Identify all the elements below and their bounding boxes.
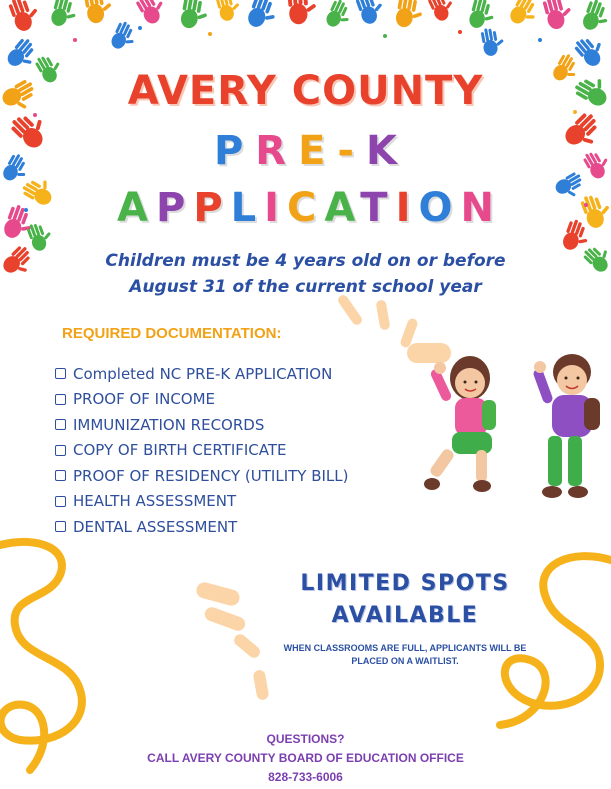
eligibility-line-2: August 31 of the current school year <box>129 277 482 297</box>
documentation-checklist <box>55 361 349 540</box>
title-letter: P <box>156 185 194 231</box>
handprint-icon <box>109 20 140 54</box>
checklist-item <box>55 463 349 489</box>
handprint-icon <box>572 30 610 69</box>
checklist-item-label: PROOF OF RESIDENCY (UTILITY BILL) <box>73 466 349 485</box>
sunburst-decoration <box>195 581 270 701</box>
checklist-item <box>55 514 349 540</box>
handprint-icon <box>324 0 355 32</box>
office-label: CALL AVERY COUNTY BOARD OF EDUCATION OFFICE <box>147 751 464 765</box>
checkbox-icon <box>55 521 66 532</box>
handprint-icon <box>287 0 318 25</box>
checklist-item <box>55 361 349 387</box>
handprint-icon <box>426 0 457 23</box>
handprint-icon <box>480 26 506 57</box>
handprint-icon <box>467 0 498 32</box>
handprint-icon <box>542 0 576 31</box>
title-letter: I <box>395 185 419 231</box>
handprint-icon <box>581 0 611 35</box>
checklist-item-label: COPY OF BIRTH CERTIFICATE <box>73 441 287 460</box>
boy-child-illustration <box>532 354 600 498</box>
title-letter: K <box>366 128 410 174</box>
title-letter: I <box>264 185 288 231</box>
required-documentation-heading: REQUIRED DOCUMENTATION: <box>62 325 282 342</box>
title-letter: - <box>337 128 367 174</box>
application-title <box>0 185 611 231</box>
title-letter: E <box>298 128 338 174</box>
waitlist-note <box>270 642 540 668</box>
checkbox-icon <box>55 445 66 456</box>
title-letter: C <box>287 185 325 231</box>
checklist-item <box>55 412 349 438</box>
limited-spots-line-2: AVAILABLE <box>331 603 479 628</box>
checklist-item-label: DENTAL ASSESSMENT <box>73 517 238 536</box>
checkbox-icon <box>55 496 66 507</box>
title-letter: L <box>230 185 265 231</box>
girl-child-illustration <box>424 356 496 492</box>
handprint-icon <box>246 0 282 32</box>
handprint-icon <box>7 0 43 33</box>
sunburst-decoration <box>336 293 451 363</box>
handprint-border-top <box>7 0 611 57</box>
handprint-icon <box>134 0 170 26</box>
handprint-icon <box>179 0 210 31</box>
contact-info <box>0 730 611 787</box>
limited-spots-banner <box>270 568 540 632</box>
title-letter: O <box>418 185 461 231</box>
title-letter: N <box>460 185 502 231</box>
checklist-item <box>55 387 349 413</box>
checklist-item-label: IMMUNIZATION RECORDS <box>73 415 265 434</box>
phone-number: 828-733-6006 <box>268 770 343 784</box>
title-letter: T <box>360 185 396 231</box>
handprint-icon <box>394 0 425 30</box>
title-letter: R <box>255 128 299 174</box>
checklist-item-label: HEALTH ASSESSMENT <box>73 492 237 511</box>
checklist-item-label: Completed NC PRE-K APPLICATION <box>73 364 333 383</box>
title-letter: P <box>213 128 256 174</box>
program-title <box>0 128 611 174</box>
handprint-icon <box>215 0 243 22</box>
handprint-icon <box>49 0 80 30</box>
questions-label: QUESTIONS? <box>266 732 345 746</box>
title-letter: P <box>193 185 231 231</box>
title-letter: A <box>117 185 156 231</box>
handprint-icon <box>507 0 543 30</box>
checkbox-icon <box>55 394 66 405</box>
waitlist-note-line-2: PLACED ON A WAITLIST. <box>351 656 459 666</box>
checklist-item <box>55 489 349 515</box>
checklist-item-label: PROOF OF INCOME <box>73 390 216 409</box>
page-title: AVERY COUNTY <box>127 68 484 114</box>
checkbox-icon <box>55 368 66 379</box>
eligibility-line-1: Children must be 4 years old on or before <box>105 251 506 271</box>
handprint-icon <box>354 0 387 26</box>
limited-spots-line-1: LIMITED SPOTS <box>300 571 510 596</box>
checkbox-icon <box>55 470 66 481</box>
checkbox-icon <box>55 419 66 430</box>
waitlist-note-line-1: WHEN CLASSROOMS ARE FULL, APPLICANTS WILL BE <box>283 643 527 653</box>
handprint-icon <box>83 0 114 24</box>
checklist-item <box>55 438 349 464</box>
title-letter: A <box>324 185 361 231</box>
eligibility-requirement <box>0 248 611 300</box>
